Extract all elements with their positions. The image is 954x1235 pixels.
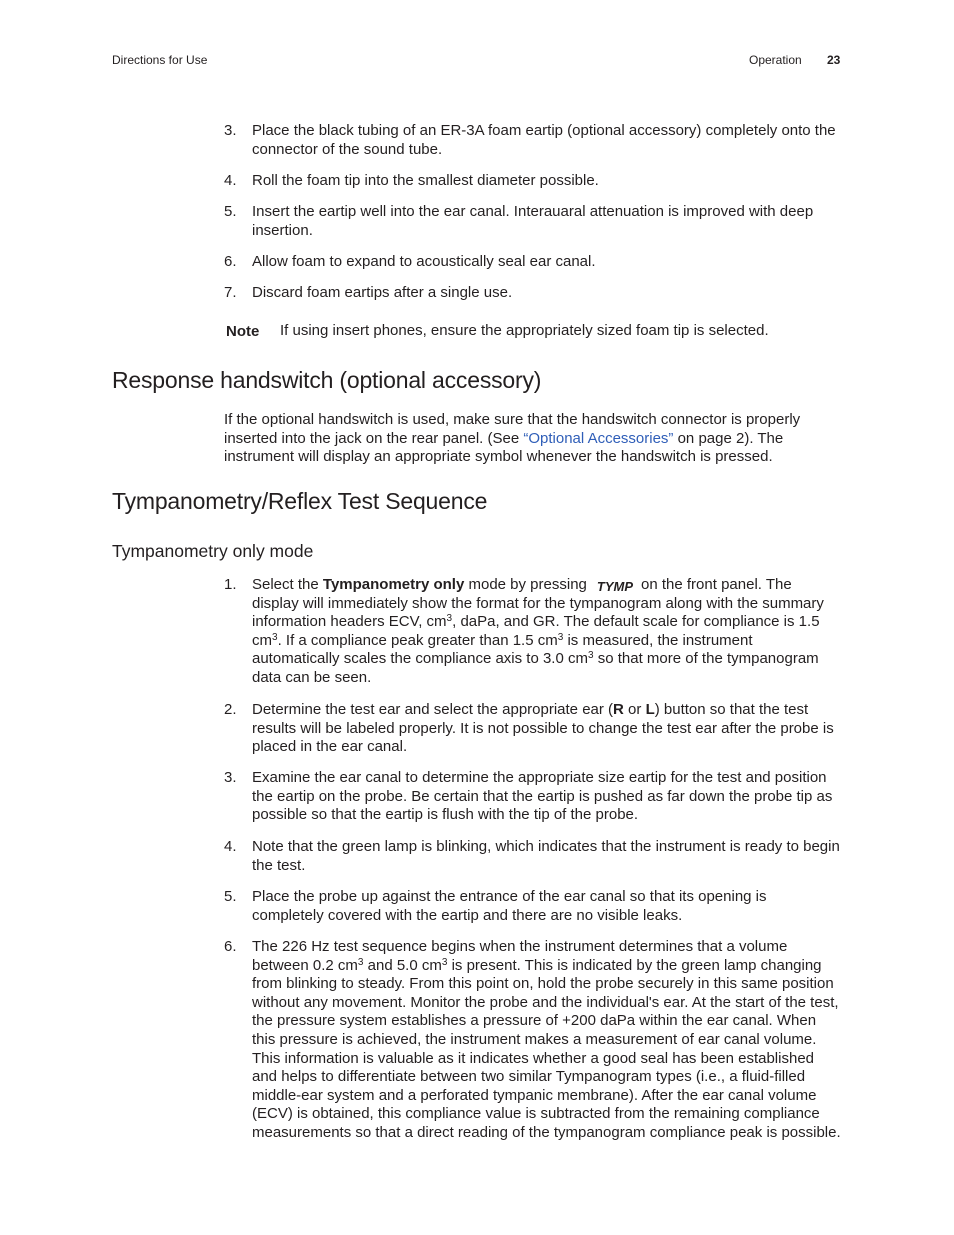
list-item-number: 6. (224, 253, 237, 270)
text-run: and 5.0 cm (363, 956, 442, 974)
list-item-text (252, 938, 842, 1143)
list-item (224, 122, 842, 159)
superscript: 3 (587, 650, 594, 662)
text-run: or (623, 701, 646, 718)
list-item-number: 3. (224, 122, 237, 139)
list-item (224, 576, 842, 688)
handswitch-paragraph (224, 411, 842, 467)
list-item-text: Allow foam to expand to acoustically seal ear canal. (252, 253, 596, 270)
list-item-text: Roll the foam tip into the smallest diameter possible. (252, 172, 599, 189)
list-item (224, 838, 842, 875)
running-header-section: Operation (749, 53, 802, 67)
list-item (224, 888, 842, 925)
note-label: Note (226, 323, 260, 340)
list-item-number: 4. (224, 172, 237, 189)
text-run: , daPa, and GR. The default scale for compliance is 1.5 cm (252, 613, 820, 649)
list-item (224, 938, 842, 1143)
list-item (224, 253, 842, 272)
list-item (224, 769, 842, 825)
list-item (224, 172, 842, 191)
list-item-number: 5. (224, 203, 237, 220)
list-item-text: Examine the ear canal to determine the appropriate size eartip for the test and position the eartip on the probe. Be certain that the eartip is pushed as far down the probe tip as possible so that the eartip is flush with the tip of the probe. (252, 769, 833, 824)
text-run: is measured, the instrument automatically scales the compliance axis to 3.0 cm (252, 631, 753, 668)
list-item-text: Place the black tubing of an ER-3A foam eartip (optional accessory) completely onto the connector of the sound tube. (252, 122, 836, 158)
section-heading-test-sequence: Tympanometry/Reflex Test Sequence (112, 488, 488, 514)
superscript: 3 (441, 956, 448, 968)
text-run: The 226 Hz test sequence begins when the instrument determines that a volume between 0.2 cm (252, 938, 788, 974)
list-item-text (252, 576, 842, 688)
text-run: on the front panel. The display will immediately show the format for the tympanogram along with the summary information headers ECV, cm (252, 576, 824, 631)
running-header-title: Directions for Use (112, 53, 208, 67)
optional-accessories-link[interactable]: “Optional Accessories” (523, 429, 674, 447)
handswitch-text-2: on page 2). The instrument will display an appropriate symbol whenever the handswitch is pressed. (224, 429, 784, 466)
list-item-number: 3. (224, 769, 237, 786)
text-run: Select the (252, 576, 323, 593)
text-run: Determine the test ear and select the appropriate ear ( (252, 701, 614, 718)
text-run: ) button so that the test results will be labeled properly. It is not possible to change the test ear after the probe is placed in the ear canal. (252, 701, 834, 756)
section-heading-handswitch: Response handswitch (optional accessory) (112, 367, 542, 393)
list-item-text: Insert the eartip well into the ear canal. Interauaral attenuation is improved with deep insertion. (252, 203, 814, 239)
list-item (224, 701, 842, 757)
list-item-number: 1. (224, 576, 237, 593)
left-ear-key: L (645, 701, 655, 718)
text-run: is present. This is indicated by the green lamp changing from blinking to steady. From this point on, hold the probe securely in this same position without any movement. Monitor the probe and the individual's ear. At the start of the test, the pressure system establishes a pressure of +200 daPa within the ear canal. When this pressure is achieved, the instrument makes a measurement of ear canal volume. This information is valuable as it indicates whether a good seal has been established and helps to differentiate between two similar Tympanogram types (i.e., a fluid-filled middle-ear system and a perforated tympanic membrane). After the ear canal volume (ECV) is obtained, this compliance value is subtracted from the remaining compliance measurements so that a direct reading of the tympanogram compliance peak is possible. (252, 956, 841, 1141)
list-item-number: 7. (224, 284, 237, 301)
page-number: 23 (827, 53, 841, 67)
text-run: mode by pressing (464, 576, 587, 593)
superscript: 3 (272, 631, 278, 643)
list-item-number: 2. (224, 701, 237, 718)
list-item-number: 6. (224, 938, 237, 955)
list-item-number: 4. (224, 838, 237, 855)
list-item (224, 284, 842, 303)
superscript: 3 (557, 631, 564, 643)
tymp-key-icon: TYMP (596, 579, 634, 594)
superscript: 3 (446, 613, 453, 625)
subsection-heading-tymp-only: Tympanometry only mode (112, 541, 314, 561)
text-run: . If a compliance peak greater than 1.5 cm (277, 631, 558, 649)
list-item-text: Discard foam eartips after a single use. (252, 284, 513, 301)
superscript: 3 (357, 956, 364, 968)
note-text: If using insert phones, ensure the appropriately sized foam tip is selected. (280, 322, 769, 339)
right-ear-key: R (613, 701, 624, 718)
list-item-text (252, 701, 842, 757)
list-item-text: Note that the green lamp is blinking, which indicates that the instrument is ready to begin the test. (252, 838, 840, 874)
list-item (224, 203, 842, 240)
list-item-number: 5. (224, 888, 237, 905)
tympanometry-only-mode-name: Tympanometry only (322, 576, 465, 593)
handswitch-text-1: If the optional handswitch is used, make sure that the handswitch connector is properly inserted into the jack on the rear panel. (See (224, 411, 801, 447)
list-item-text: Place the probe up against the entrance of the ear canal so that its opening is completely covered with the eartip and there are no visible leaks. (252, 888, 767, 924)
note-callout (226, 322, 846, 341)
text-run: so that more of the tympanogram data can be seen. (252, 650, 819, 686)
